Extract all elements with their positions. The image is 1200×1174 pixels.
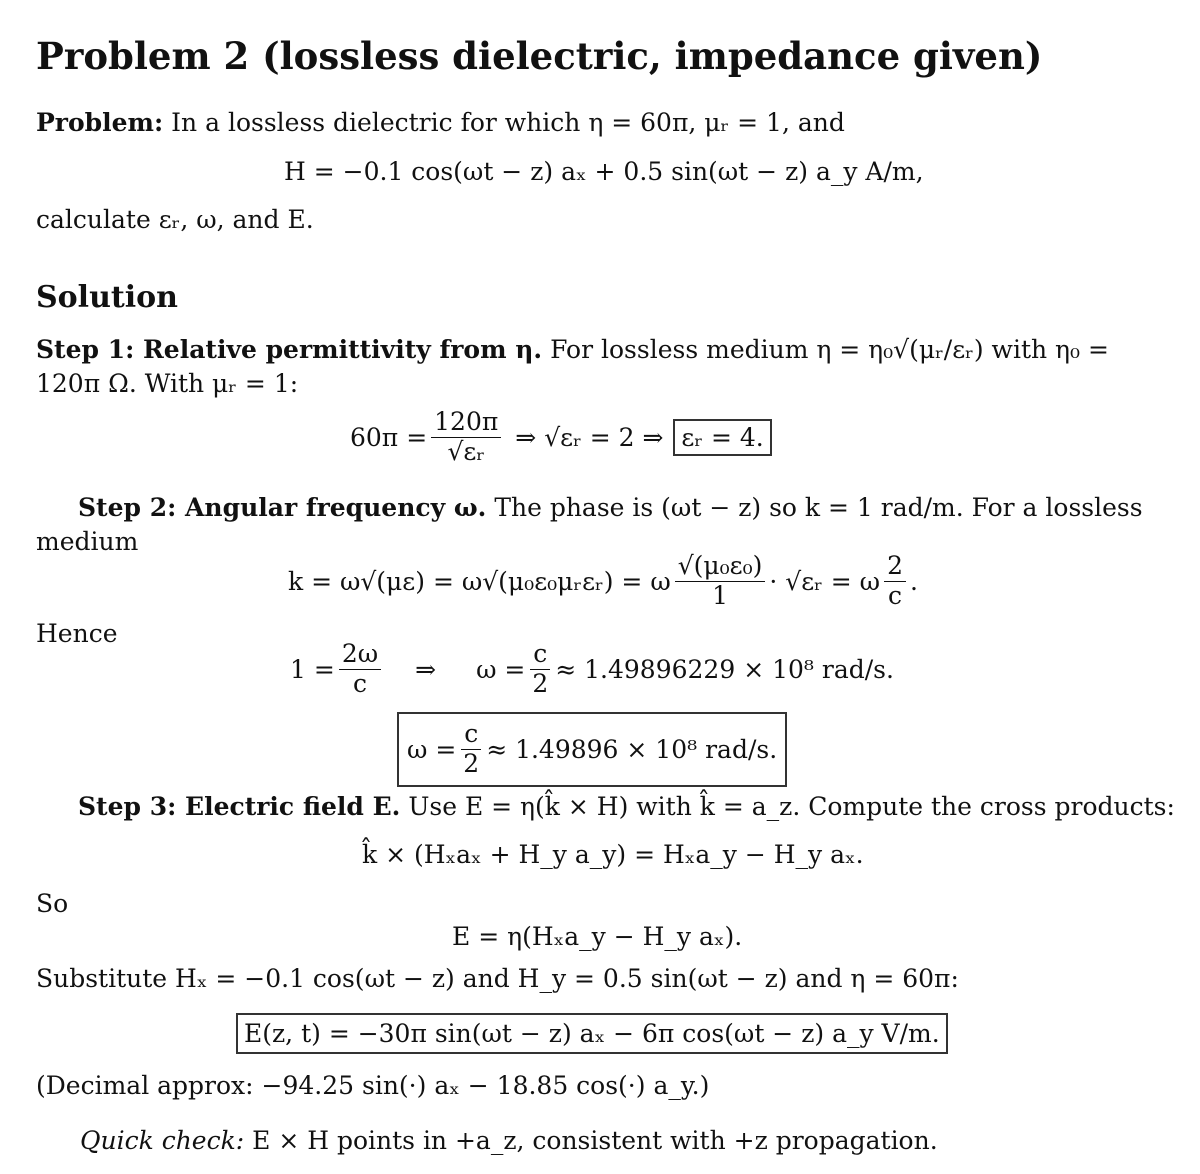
step2-k-equation xyxy=(288,552,918,611)
h-field-equation: H = −0.1 cos(ωt − z) aₓ + 0.5 sin(ωt − z) a_y A/m, xyxy=(284,157,924,186)
step3-line1 xyxy=(78,792,1175,821)
step2-boxed-left: ω = xyxy=(407,734,457,764)
step3-text: Use E = η(k̂ × H) with k̂ = a_z. Compute the cross products: xyxy=(408,792,1175,821)
step1-result-box: εᵣ = 4. xyxy=(673,419,771,456)
step3-label: Step 3: Electric field E. xyxy=(78,792,401,821)
step2-boxed-right: ≈ 1.49896 × 10⁸ rad/s. xyxy=(486,734,778,764)
step2-text-a: The phase is (ωt − z) so k = 1 rad/m. For a lossless xyxy=(494,493,1143,522)
quick-check xyxy=(80,1126,938,1155)
step2-w-fraction2-den: 2 xyxy=(532,668,549,698)
quick-check-label: Quick check: xyxy=(80,1126,245,1155)
problem-intro: In a lossless dielectric for which η = 60π, μᵣ = 1, and xyxy=(171,108,845,137)
step1-label: Step 1: Relative permittivity from η. xyxy=(36,335,543,364)
solution-heading: Solution xyxy=(36,280,178,315)
step2-w-fraction2 xyxy=(529,640,551,699)
step2-k-fraction-den: 1 xyxy=(712,580,728,610)
step2-k-end: . xyxy=(909,566,918,596)
step3-result-box: E(z, t) = −30π sin(ωt − z) aₓ − 6π cos(ωt − z) a_y V/m. xyxy=(236,1013,948,1054)
step2-line1 xyxy=(78,493,1143,522)
step1-eq-left: 60π = xyxy=(350,422,428,452)
step2-hence: Hence xyxy=(36,619,118,648)
step1-fraction-num: 120π xyxy=(431,408,501,438)
step1-eq-mid: ⇒ √εᵣ = 2 ⇒ xyxy=(515,422,664,452)
step3-so: So xyxy=(36,889,69,918)
step2-w-fraction-den: c xyxy=(352,668,367,698)
step2-w-mid: ω = xyxy=(476,654,526,684)
step1-equation xyxy=(350,408,772,467)
step1-text-a: For lossless medium η = η₀√(μᵣ/εᵣ) with η₀ = xyxy=(550,335,1109,364)
problem-statement xyxy=(36,108,845,137)
page-title: Problem 2 (lossless dielectric, impedance given) xyxy=(36,34,1043,78)
step2-k-fraction2-den: c xyxy=(888,580,903,610)
step2-w-fraction-num: 2ω xyxy=(339,640,381,670)
step2-k-fraction-num: √(μ₀ε₀) xyxy=(675,552,766,582)
step2-w-right: ≈ 1.49896229 × 10⁸ rad/s. xyxy=(555,654,894,684)
step3-cross-product: k̂ × (Hₓaₓ + H_y a_y) = Hₓa_y − H_y aₓ. xyxy=(362,840,864,869)
step1-line1 xyxy=(36,335,1109,364)
step2-k-fraction2-num: 2 xyxy=(884,552,906,582)
step2-w-arrow: ⇒ xyxy=(415,654,437,684)
step3-e-equation: E = η(Hₓa_y − H_y aₓ). xyxy=(452,922,743,951)
step2-w-fraction xyxy=(339,640,381,699)
step3-decimal: (Decimal approx: −94.25 sin(·) aₓ − 18.85 cos(·) a_y.) xyxy=(36,1071,710,1100)
step2-k-fraction xyxy=(675,552,766,611)
step2-w-left: 1 = xyxy=(290,654,335,684)
quick-check-text: E × H points in +a_z, consistent with +z propagation. xyxy=(252,1126,938,1155)
step2-boxed-fraction-num: c xyxy=(461,720,481,750)
problem-ask: calculate εᵣ, ω, and E. xyxy=(36,205,314,234)
step2-omega-equation xyxy=(290,640,894,699)
step1-text-b: 120π Ω. With μᵣ = 1: xyxy=(36,369,299,398)
step2-label: Step 2: Angular frequency ω. xyxy=(78,493,487,522)
step2-k-right: · √εᵣ = ω xyxy=(769,566,881,596)
step2-w-fraction2-num: c xyxy=(530,640,550,670)
step2-boxed-fraction-den: 2 xyxy=(463,748,480,778)
step2-k-fraction2 xyxy=(884,552,906,611)
step3-substitute: Substitute Hₓ = −0.1 cos(ωt − z) and H_y = 0.5 sin(ωt − z) and η = 60π: xyxy=(36,964,959,993)
step2-k-left: k = ω√(με) = ω√(μ₀ε₀μᵣεᵣ) = ω xyxy=(288,566,671,596)
step2-boxed-fraction xyxy=(460,720,482,779)
step2-text-b: medium xyxy=(36,527,139,556)
problem-label: Problem: xyxy=(36,108,164,137)
step1-fraction xyxy=(431,408,501,467)
step1-fraction-den: √εᵣ xyxy=(447,436,485,466)
step2-boxed-result xyxy=(397,712,787,787)
